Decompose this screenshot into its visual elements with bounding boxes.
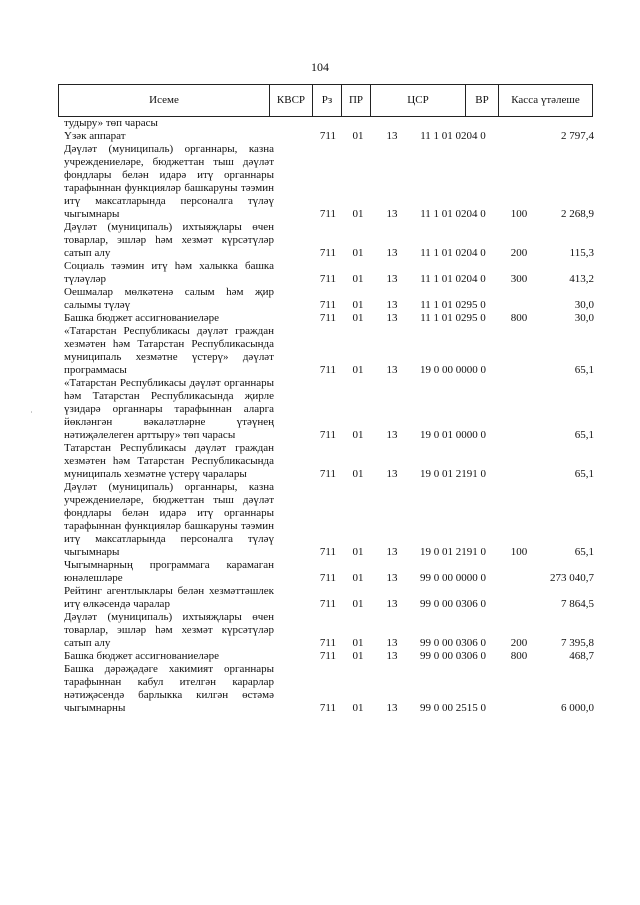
cell-pr: 13 bbox=[386, 208, 398, 220]
header-rz: Рз bbox=[313, 85, 342, 117]
cell-pr: 13 bbox=[386, 650, 398, 662]
cell-vr: 200 bbox=[510, 247, 528, 259]
cell-pr: 13 bbox=[386, 572, 398, 584]
cell-rz: 01 bbox=[352, 429, 364, 441]
cell-sum: 6 000,0 bbox=[561, 702, 594, 714]
cell-pr: 13 bbox=[386, 637, 398, 649]
cell-sum: 468,7 bbox=[569, 650, 594, 662]
cell-pr: 13 bbox=[386, 312, 398, 324]
cell-name: Дәүләт (муниципаль) ихтыяҗлары өчен товарлар, эшләр һәм хезмәт күрсәтүләр сатып алу bbox=[64, 221, 274, 259]
cell-sum: 2 797,4 bbox=[561, 130, 594, 142]
table-row bbox=[64, 377, 594, 442]
cell-rz: 01 bbox=[352, 247, 364, 259]
table-row bbox=[64, 312, 594, 325]
cell-csr: 11 1 01 0204 0 bbox=[420, 130, 486, 142]
cell-csr: 19 0 01 2191 0 bbox=[420, 468, 486, 480]
table-row bbox=[64, 260, 594, 286]
cell-csr: 99 0 00 0000 0 bbox=[420, 572, 486, 584]
table-row bbox=[64, 663, 594, 715]
table-row bbox=[64, 481, 594, 559]
cell-pr: 13 bbox=[386, 546, 398, 558]
cell-kvsr: 711 bbox=[319, 208, 336, 220]
cell-vr: 200 bbox=[510, 637, 528, 649]
cell-csr: 19 0 01 2191 0 bbox=[420, 546, 486, 558]
cell-pr: 13 bbox=[386, 429, 398, 441]
cell-kvsr: 711 bbox=[319, 299, 336, 311]
cell-vr: 800 bbox=[510, 650, 528, 662]
cell-kvsr: 711 bbox=[319, 130, 336, 142]
cell-rz: 01 bbox=[352, 208, 364, 220]
cell-kvsr: 711 bbox=[319, 572, 336, 584]
cell-pr: 13 bbox=[386, 468, 398, 480]
table-row bbox=[64, 559, 594, 585]
header-name: Исеме bbox=[59, 85, 270, 117]
cell-csr: 99 0 00 0306 0 bbox=[420, 637, 486, 649]
header-kvsr: КВСР bbox=[270, 85, 313, 117]
cell-csr: 99 0 00 2515 0 bbox=[420, 702, 486, 714]
cell-name: Дәүләт (муниципаль) органнары, казна учреждениеләре, бюджеттан тыш дәүләт фондлары белән идарә итү органнары тарафыннан функцияләр башкаруны тәэмин итү максатларында персоналга түләү чыгымнары bbox=[64, 481, 274, 558]
cell-sum: 65,1 bbox=[574, 364, 594, 376]
budget-table-body bbox=[64, 117, 594, 715]
header-vr: ВР bbox=[466, 85, 499, 117]
cell-sum: 7 395,8 bbox=[561, 637, 594, 649]
cell-kvsr: 711 bbox=[319, 247, 336, 259]
cell-pr: 13 bbox=[386, 247, 398, 259]
table-row bbox=[64, 325, 594, 377]
table-row bbox=[64, 130, 594, 143]
cell-kvsr: 711 bbox=[319, 702, 336, 714]
cell-csr: 99 0 00 0306 0 bbox=[420, 650, 486, 662]
cell-sum: 65,1 bbox=[574, 468, 594, 480]
cell-sum: 413,2 bbox=[569, 273, 594, 285]
cell-pr: 13 bbox=[386, 702, 398, 714]
cell-rz: 01 bbox=[352, 598, 364, 610]
cell-kvsr: 711 bbox=[319, 364, 336, 376]
cell-rz: 01 bbox=[352, 546, 364, 558]
cell-sum: 7 864,5 bbox=[561, 598, 594, 610]
cell-name: Оешмалар мөлкәтенә салым һәм җир салымы түләү bbox=[64, 286, 274, 311]
cell-name: Башка бюджет ассигнованиеләре bbox=[64, 650, 219, 662]
table-row bbox=[64, 221, 594, 260]
cell-name: Социаль тәэмин итү һәм халыкка башка түләүләр bbox=[64, 260, 274, 285]
cell-pr: 13 bbox=[386, 273, 398, 285]
cell-kvsr: 711 bbox=[319, 429, 336, 441]
cell-rz: 01 bbox=[352, 312, 364, 324]
cell-kvsr: 711 bbox=[319, 637, 336, 649]
cell-pr: 13 bbox=[386, 364, 398, 376]
cell-csr: 19 0 01 0000 0 bbox=[420, 429, 486, 441]
header-csr: ЦСР bbox=[371, 85, 466, 117]
cell-name: Башка дәрәҗәдәге хакимият органнары тарафыннан кабул ителгән карарлар нәтиҗәсендә барлыкка килгән өстәмә чыгымнарны bbox=[64, 663, 274, 714]
table-row bbox=[64, 611, 594, 650]
cell-rz: 01 bbox=[352, 364, 364, 376]
table-row bbox=[64, 143, 594, 221]
cell-csr: 99 0 00 0306 0 bbox=[420, 598, 486, 610]
cell-name: тудыру» төп чарасы bbox=[64, 117, 158, 129]
cell-rz: 01 bbox=[352, 273, 364, 285]
cell-sum: 2 268,9 bbox=[561, 208, 594, 220]
cell-vr: 100 bbox=[510, 546, 528, 558]
cell-name: «Татарстан Республикасы дәүләт органнары һәм Татарстан Республикасында җирле үзидарә органнары тарафыннан аларга йөкләнгән вәкаләтләрне үтәүнең нәтиҗәлелеген арттыру» төп чарасы bbox=[64, 377, 274, 441]
table-row bbox=[64, 286, 594, 312]
cell-csr: 11 1 01 0204 0 bbox=[420, 247, 486, 259]
cell-kvsr: 711 bbox=[319, 468, 336, 480]
table-row bbox=[64, 117, 594, 130]
cell-sum: 115,3 bbox=[569, 247, 594, 259]
cell-rz: 01 bbox=[352, 650, 364, 662]
cell-rz: 01 bbox=[352, 468, 364, 480]
cell-name: «Татарстан Республикасы дәүләт граждан хезмәтен һәм Татарстан Республикасында муниципаль хезмәтне үстерү» дәүләт программасы bbox=[64, 325, 274, 376]
cell-kvsr: 711 bbox=[319, 273, 336, 285]
cell-name: Дәүләт (муниципаль) органнары, казна учреждениеләре, бюджеттан тыш дәүләт фондлары белән идарә итү органнары тарафыннан функцияләр башкаруны тәэмин итү максатларында персоналга түләү чыгымнары bbox=[64, 143, 274, 220]
cell-rz: 01 bbox=[352, 637, 364, 649]
cell-sum: 273 040,7 bbox=[550, 572, 594, 584]
cell-name: Чыгымнарның программага карамаган юнәлешләре bbox=[64, 559, 274, 584]
table-row bbox=[64, 442, 594, 481]
cell-sum: 65,1 bbox=[574, 429, 594, 441]
cell-rz: 01 bbox=[352, 702, 364, 714]
table-row bbox=[64, 585, 594, 611]
table-row bbox=[64, 650, 594, 663]
cell-name: Башка бюджет ассигнованиеләре bbox=[64, 312, 219, 324]
cell-name: Рейтинг агентлыклары белән хезмәттәшлек итү өлкәсендә чаралар bbox=[64, 585, 274, 610]
cell-name: Дәүләт (муниципаль) ихтыяҗлары өчен товарлар, эшләр һәм хезмәт күрсәтүләр сатып алу bbox=[64, 611, 274, 649]
cell-pr: 13 bbox=[386, 299, 398, 311]
cell-rz: 01 bbox=[352, 572, 364, 584]
cell-vr: 100 bbox=[510, 208, 528, 220]
cell-sum: 30,0 bbox=[574, 299, 594, 311]
page-number: 104 bbox=[311, 60, 329, 74]
scan-mark: ˙ bbox=[30, 410, 33, 420]
cell-name: Үзәк аппарат bbox=[64, 130, 126, 142]
table-header bbox=[58, 84, 593, 117]
cell-csr: 11 1 01 0204 0 bbox=[420, 273, 486, 285]
cell-name: Татарстан Республикасы дәүләт граждан хезмәтен һәм Татарстан Республикасында муниципаль хезмәтне үстерү чаралары bbox=[64, 442, 274, 480]
cell-kvsr: 711 bbox=[319, 546, 336, 558]
cell-kvsr: 711 bbox=[319, 598, 336, 610]
cell-pr: 13 bbox=[386, 130, 398, 142]
cell-kvsr: 711 bbox=[319, 312, 336, 324]
cell-rz: 01 bbox=[352, 299, 364, 311]
cell-csr: 11 1 01 0295 0 bbox=[420, 299, 486, 311]
cell-csr: 19 0 00 0000 0 bbox=[420, 364, 486, 376]
cell-vr: 800 bbox=[510, 312, 528, 324]
cell-csr: 11 1 01 0295 0 bbox=[420, 312, 486, 324]
cell-rz: 01 bbox=[352, 130, 364, 142]
cell-kvsr: 711 bbox=[319, 650, 336, 662]
cell-csr: 11 1 01 0204 0 bbox=[420, 208, 486, 220]
header-kassa: Касса үтәлеше bbox=[499, 85, 593, 117]
header-pr: ПР bbox=[342, 85, 371, 117]
cell-sum: 65,1 bbox=[574, 546, 594, 558]
cell-vr: 300 bbox=[510, 273, 528, 285]
cell-pr: 13 bbox=[386, 598, 398, 610]
cell-sum: 30,0 bbox=[574, 312, 594, 324]
